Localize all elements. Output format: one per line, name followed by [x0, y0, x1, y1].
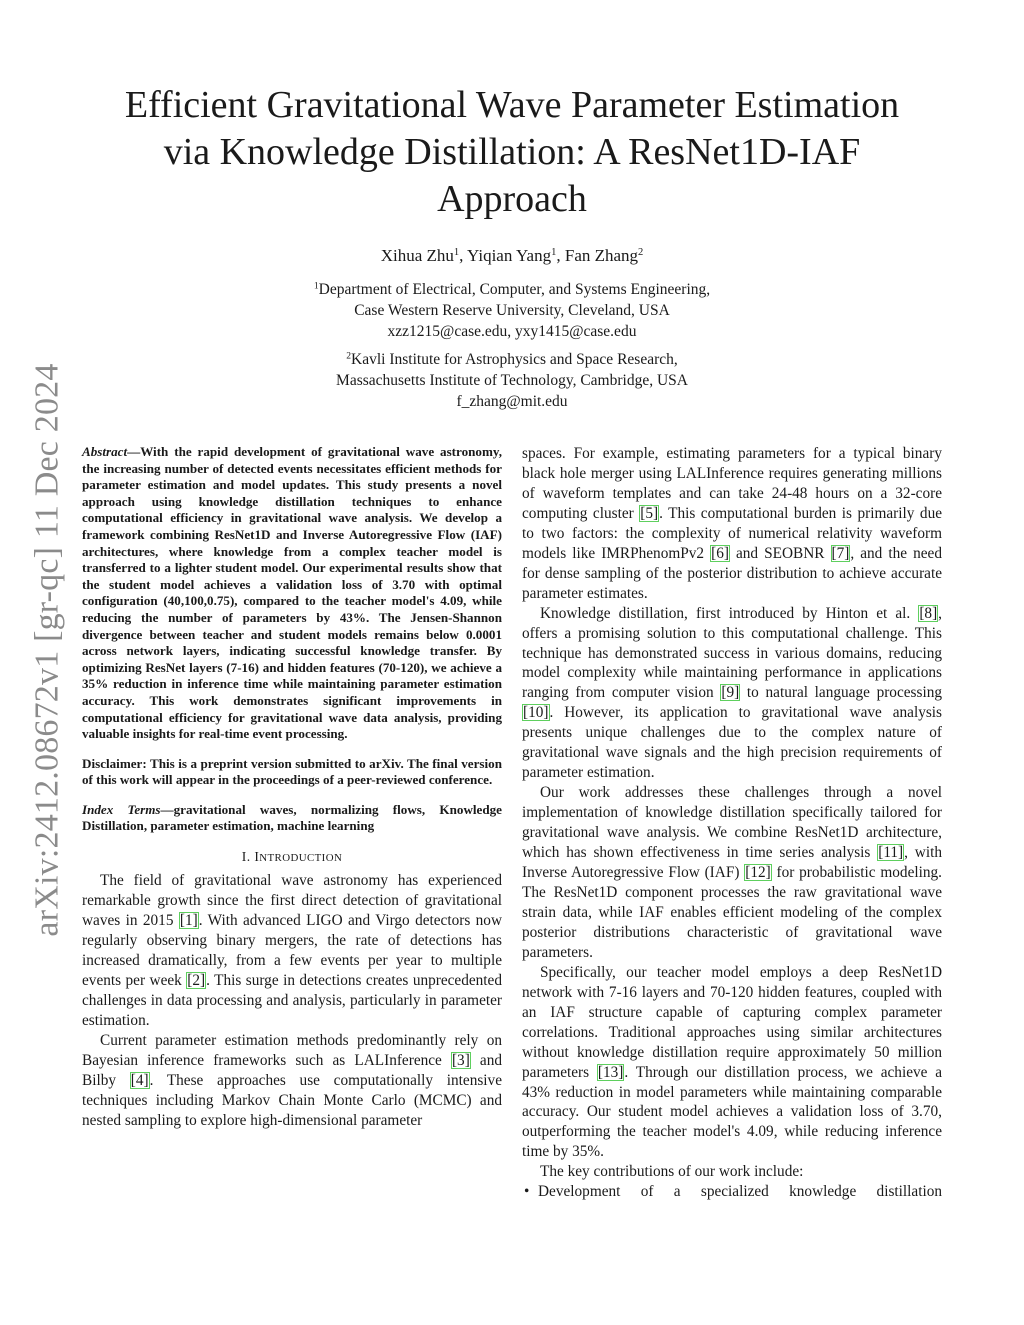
citation-link[interactable]: [7]: [831, 544, 850, 562]
affiliation-department: Kavli Institute for Astrophysics and Space Research,: [351, 351, 678, 368]
citation-link[interactable]: [6]: [711, 544, 729, 562]
affiliation-institution: Case Western Reserve University, Cleveland, USA: [354, 301, 670, 319]
contributions-list: [522, 1182, 942, 1202]
index-terms-label: Index Terms: [82, 801, 161, 817]
abstract-dash: —: [127, 444, 141, 459]
author-separator: ,: [556, 246, 565, 265]
body-paragraph: Specifically, our teacher model employs a deep ResNet1D network with 7-16 layers and 70-120 hidden features, coupled with an IAF structure capable of capturing complex parameter correlations. Traditional approaches using similar architectures without knowledge distillation require approximately 50 million parameters [13]. Through our distillation process, we achieve a 43% reduction in model parameters while maintaining comparable accuracy. Our student model achieves a validation loss of 3.70, outperforming the teacher model's 4.09, while reducing inference time by 35%.: [522, 963, 943, 1161]
index-terms-text: —gravitational waves, normalizing flows, Knowledge Distillation, parameter estimation, machine learning: [82, 801, 502, 834]
author-affiliation-mark: 1: [453, 247, 460, 259]
citation-link[interactable]: [4]: [130, 1071, 149, 1089]
abstract-text: With the rapid development of gravitational wave astronomy, the increasing number of detected events necessitates efficient methods for parameter estimation and model updates. This study presents a novel approach using knowledge distillation techniques to enhance computational efficiency in gravitational wave analysis. We develop a framework combining ResNet1D and Inverse Autoregressive Flow (IAF) architectures, where knowledge from a complex teacher model is transferred to a lighter student model. Our experimental results show that the student model achieves a validation loss of 3.70 with optimal configuration (40,100,0.75), compared to the teacher model's 4.09, while reducing the number of parameters by 43%. The Jensen-Shannon divergence between teacher and student models remains below 0.0001 across network layers, indicating successful knowledge transfer. By optimizing ResNet layers (7-16) and hidden features (70-120), we achieve a 35% reduction in inference time while maintaining parameter estimation accuracy. This work demonstrates significant improvements in computational efficiency for gravitational wave data analysis, providing valuable insights for real-time event processing.: [82, 444, 502, 742]
affiliation-emails: f_zhang@mit.edu: [456, 392, 568, 410]
citation-link[interactable]: [3]: [451, 1051, 470, 1069]
abstract-block: [82, 444, 502, 835]
disclaimer-text: Disclaimer: This is a preprint version submitted to arXiv. The final version of this work will appear in the proceedings of a peer-reviewed conference.: [82, 755, 502, 788]
affiliation-institution: Massachusetts Institute of Technology, Cambridge, USA: [336, 371, 688, 389]
citation-link[interactable]: [8]: [919, 604, 938, 622]
citation-link[interactable]: [9]: [721, 684, 740, 702]
title-line: Approach: [437, 178, 587, 220]
author-affiliation-mark: 2: [638, 247, 644, 259]
citation-link[interactable]: [10]: [523, 704, 549, 722]
author-affiliation-mark: 1: [551, 247, 557, 259]
citation-link[interactable]: [11]: [878, 844, 904, 862]
abstract-label: Abstract: [82, 444, 128, 459]
body-paragraph: The field of gravitational wave astronomy has experienced remarkable growth since the first direct detection of gravitational waves in 2015 [1]. With advanced LIGO and Virgo detectors now regularly observing binary mergers, the rate of detections has increased dramatically, from a few events per year to multiple events per week [2]. This surge in detections creates unprecedented challenges in data processing and analysis, particularly in parameter estimation.: [82, 872, 502, 1029]
section-heading: [82, 849, 502, 865]
affiliation-emails: xzz1215@case.edu, yxy1415@case.edu: [387, 322, 637, 340]
citation-link[interactable]: [12]: [745, 864, 771, 882]
affiliation-1: [140, 280, 884, 342]
author-list: [100, 244, 924, 268]
section-number: I.: [241, 849, 251, 865]
section-title-initial: I: [254, 849, 260, 865]
paper-title: [60, 82, 964, 223]
affiliation-department: Department of Electrical, Computer, and Systems Engineering,: [318, 281, 711, 298]
citation-link[interactable]: [1]: [179, 911, 198, 929]
body-paragraph: Our work addresses these challenges through a novel implementation of knowledge distillation specifically tailored for gravitational wave analysis. We combine ResNet1D architecture, which has shown effectiveness in time series analysis [11], with Inverse Autoregressive Flow (IAF) [12] for probabilistic modeling. The ResNet1D component processes the raw gravitational wave strain data, while IAF enables efficient modeling of the complex posterior distributions characteristic of gravitational wave parameters.: [522, 784, 943, 961]
left-column: [82, 444, 502, 1130]
right-body: [522, 444, 942, 1202]
author-name: Fan Zhang: [564, 246, 639, 265]
author-separator: ,: [459, 246, 468, 265]
left-body: [82, 871, 502, 1130]
section-title-rest: NTRODUCTION: [259, 852, 343, 865]
body-paragraph: Current parameter estimation methods predominantly rely on Bayesian inference frameworks such as LALInference [3] and Bilby [4]. These approaches use computationally intensive techniques including Markov Chain Monte Carlo (MCMC) and nested sampling to explore high-dimensional parameter: [82, 1031, 502, 1129]
section-title: [254, 849, 342, 864]
arxiv-identifier: arXiv:2412.08672v1 [gr-qc] 11 Dec 2024: [29, 363, 67, 937]
list-item: • Development of a specialized knowledge distillation: [538, 1182, 942, 1202]
title-line: Efficient Gravitational Wave Parameter Estimation: [124, 84, 900, 126]
citation-link[interactable]: [13]: [597, 1063, 624, 1081]
body-paragraph: Knowledge distillation, first introduced by Hinton et al. [8], offers a promising solution to this computational challenge. This technique has demonstrated success in various domains, reducing model complexity while maintaining performance in applications ranging from computer vision [9] to natural language processing [10]. However, its application to gravitational wave analysis presents unique challenges due to the complex nature of gravitational wave signals and the high precision requirements of parameter estimation.: [522, 604, 942, 782]
body-paragraph: The key contributions of our work include:: [540, 1163, 804, 1181]
author-name: Xihua Zhu: [380, 246, 454, 265]
affiliation-mark: 1: [313, 280, 319, 292]
author-name: Yiqian Yang: [467, 246, 552, 265]
right-column: [522, 444, 942, 1202]
body-paragraph: spaces. For example, estimating parameters for a typical binary black hole merger using LALInference requires generating millions of waveform templates and can take 24-48 hours on a 32-core computing cluster [5]. This computational burden is primarily due to two factors: the complexity of numerical relativity waveform models like IMRPhenomPv2 [6] and SEOBNR [7], and the need for dense sampling of the posterior distribution to achieve accurate parameter estimates.: [522, 445, 943, 602]
arxiv-side-stamp: [24, 350, 72, 950]
citation-link[interactable]: [2]: [187, 971, 206, 989]
abstract-paragraph: [82, 444, 502, 743]
citation-link[interactable]: [5]: [640, 504, 659, 522]
affiliation-mark: 2: [346, 350, 352, 362]
affiliation-2: [140, 350, 884, 412]
title-line: via Knowledge Distillation: A ResNet1D-IAF: [163, 131, 861, 173]
index-terms: [82, 802, 502, 835]
